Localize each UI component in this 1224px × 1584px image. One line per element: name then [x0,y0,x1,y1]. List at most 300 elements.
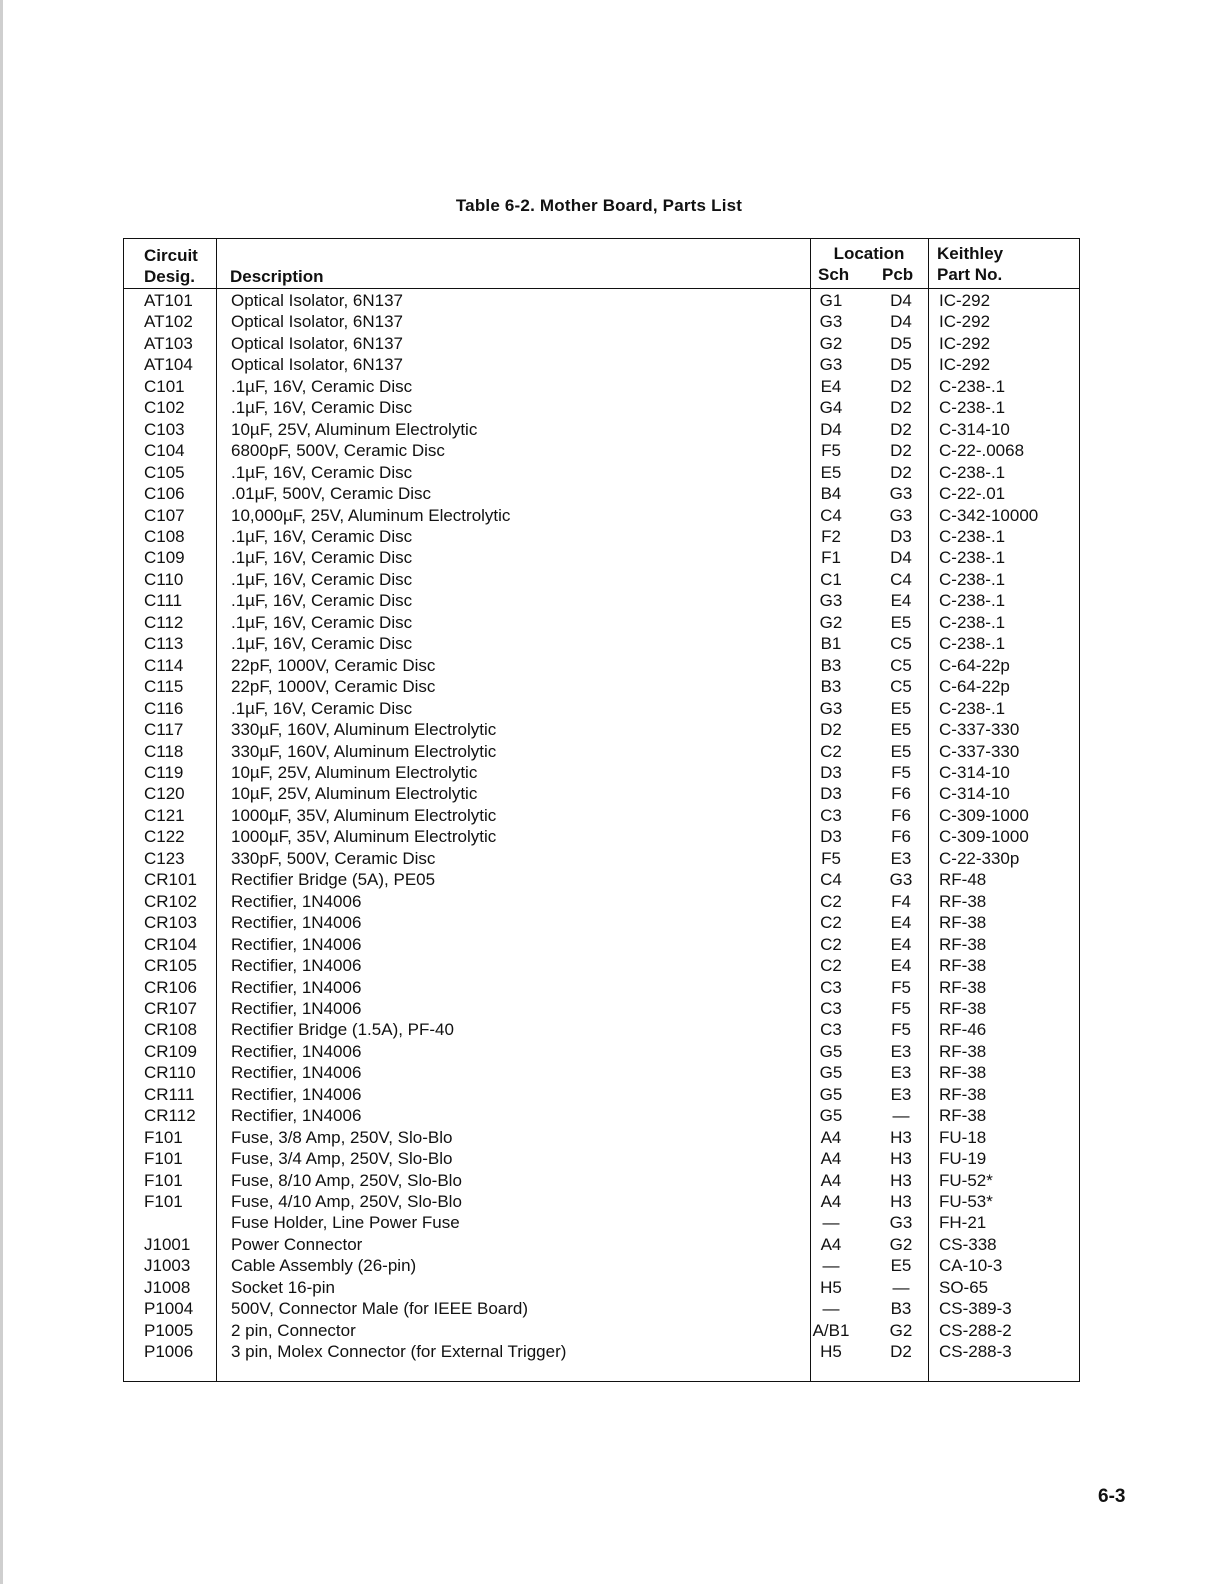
description-cell: Fuse Holder, Line Power Fuse [231,1213,460,1233]
description-cell: 10µF, 25V, Aluminum Electrolytic [231,784,478,804]
pcb-location-cell: D5 [890,355,912,375]
part-number-cell: C-238-.1 [939,462,1006,482]
table-row [124,719,1079,740]
sch-location-cell: E4 [820,376,842,396]
sch-location-cell: F2 [821,526,841,546]
description-cell: Fuse, 3/8 Amp, 250V, Slo-Blo [231,1127,453,1147]
circuit-desig-cell: CR101 [144,870,197,890]
sch-location-cell: B3 [820,655,842,675]
part-number-cell: C-337-330 [939,720,1020,740]
description-cell: Rectifier, 1N4006 [231,1106,362,1126]
part-number-cell: RF-46 [939,1020,987,1040]
part-number-cell: C-238-.1 [939,398,1006,418]
sch-location-cell: — [822,1256,840,1276]
pcb-location-cell: G3 [889,870,913,890]
sch-location-cell: D4 [820,419,842,439]
table-row [124,977,1079,998]
circuit-desig-cell: F101 [144,1192,183,1212]
table-row [124,1277,1079,1298]
circuit-desig-cell: AT101 [144,291,193,310]
pcb-location-cell: D2 [890,398,912,418]
part-number-cell: FU-18 [939,1127,987,1147]
circuit-desig-cell: P1004 [144,1299,194,1319]
pcb-location-cell: E3 [890,848,912,868]
table-row [124,826,1079,847]
part-number-cell: C-22-.0068 [939,441,1025,461]
pcb-location-cell: D2 [890,462,912,482]
table-row [124,354,1079,375]
table-row [124,397,1079,418]
description-cell: Socket 16-pin [231,1277,335,1297]
pcb-location-cell: F5 [891,1020,911,1040]
table-row [124,698,1079,719]
description-cell: Cable Assembly (26-pin) [231,1256,417,1276]
description-cell: Fuse, 4/10 Amp, 250V, Slo-Blo [231,1192,462,1212]
part-number-cell: C-314-10 [939,784,1010,804]
sch-location-cell: B1 [820,634,842,654]
table-body [124,290,1079,1363]
part-number-cell: C-64-22p [939,655,1010,675]
description-cell: 10µF, 25V, Aluminum Electrolytic [231,419,478,439]
description-cell: 2 pin, Connector [231,1320,356,1340]
table-row [124,998,1079,1019]
sch-location-cell: F5 [821,441,841,461]
sch-location-cell: H5 [820,1277,842,1297]
description-cell: 6800pF, 500V, Ceramic Disc [231,441,445,461]
sch-location-cell: G4 [819,398,843,418]
description-cell: Optical Isolator, 6N137 [231,291,403,310]
description-cell: Rectifier, 1N4006 [231,1063,362,1083]
sch-location-cell: — [822,1299,840,1319]
sch-location-cell: C1 [820,569,842,589]
circuit-desig-cell: C119 [144,762,184,782]
sch-location-cell: G5 [819,1041,843,1061]
pcb-location-cell: D2 [890,441,912,461]
circuit-desig-cell: CR111 [144,1084,195,1104]
circuit-desig-cell: CR112 [144,1106,196,1126]
circuit-desig-cell: C121 [144,805,185,825]
circuit-desig-cell: J1001 [144,1234,191,1254]
pcb-location-cell: E5 [890,720,912,740]
sch-location-cell: G5 [819,1063,843,1083]
header-part-no [937,243,1003,285]
description-cell: 1000µF, 35V, Aluminum Electrolytic [231,827,497,847]
description-cell: Fuse, 8/10 Amp, 250V, Slo-Blo [231,1170,462,1190]
circuit-desig-cell: C106 [144,484,185,504]
pcb-location-cell: D4 [890,312,912,332]
pcb-location-cell: D2 [890,1342,912,1362]
pcb-location-cell: C5 [890,655,912,675]
circuit-desig-cell: C122 [144,827,185,847]
pcb-location-cell: H3 [890,1149,912,1169]
part-number-cell: RF-38 [939,998,987,1018]
circuit-desig-cell: AT103 [144,333,193,353]
part-number-cell: C-314-10 [939,762,1010,782]
circuit-desig-cell: C103 [144,419,185,439]
sch-location-cell: C3 [820,977,842,997]
description-cell: Rectifier, 1N4006 [231,891,362,911]
description-cell: 10,000µF, 25V, Aluminum Electrolytic [231,505,511,525]
table-row [124,741,1079,762]
page-number: 6-3 [1098,1486,1126,1507]
pcb-location-cell: E4 [890,956,912,976]
circuit-desig-cell: C120 [144,784,185,804]
sch-location-cell: A4 [820,1192,842,1212]
pcb-location-cell: D4 [890,291,912,310]
pcb-location-cell: E3 [890,1041,912,1061]
description-cell: Rectifier, 1N4006 [231,1041,362,1061]
table-row [124,376,1079,397]
sch-location-cell: B3 [820,677,842,697]
table-row [124,547,1079,568]
parts-list-table [123,238,1080,1382]
part-number-cell: CS-338 [939,1234,997,1254]
sch-location-cell: A4 [820,1127,842,1147]
sch-location-cell: C2 [820,913,842,933]
part-number-cell: C-22-330p [939,848,1020,868]
header-divider [124,288,1079,289]
table-row [124,1212,1079,1233]
pcb-location-cell: F6 [891,827,911,847]
part-number-cell: SO-65 [939,1277,989,1297]
table-row [124,462,1079,483]
pcb-location-cell: — [892,1277,910,1297]
table-row [124,1127,1079,1148]
header-circuit-desig [144,245,198,287]
pcb-location-cell: D3 [890,526,912,546]
pcb-location-cell: C5 [890,634,912,654]
part-number-cell: RF-38 [939,1063,987,1083]
description-cell: Fuse, 3/4 Amp, 250V, Slo-Blo [231,1149,453,1169]
table-row [124,1148,1079,1169]
part-number-cell: RF-48 [939,870,987,890]
circuit-desig-cell: C111 [144,591,183,611]
pcb-location-cell: — [892,1106,910,1126]
pcb-location-cell: E4 [890,913,912,933]
header-desig-line2: Desig. [144,267,196,286]
part-number-cell: IC-292 [939,355,991,375]
table-row [124,483,1079,504]
page-edge [0,0,3,1584]
sch-location-cell: C2 [820,934,842,954]
part-number-cell: CS-288-3 [939,1342,1012,1362]
description-cell: 3 pin, Molex Connector (for External Trigger) [231,1342,567,1362]
pcb-location-cell: F6 [891,784,911,804]
pcb-location-cell: F4 [891,891,911,911]
table-row [124,1298,1079,1319]
circuit-desig-cell: C112 [144,612,184,632]
description-cell: Rectifier, 1N4006 [231,977,362,997]
sch-location-cell: C3 [820,1020,842,1040]
circuit-desig-cell: CR109 [144,1041,197,1061]
header-part-line2: Part No. [937,265,1003,284]
pcb-location-cell: C5 [890,677,912,697]
table-row [124,290,1079,311]
description-cell: Rectifier Bridge (1.5A), PF-40 [231,1020,454,1040]
pcb-location-cell: D4 [890,548,912,568]
header-sch: Sch [818,265,850,284]
part-number-cell: C-22-.01 [939,484,1006,504]
part-number-cell: RF-38 [939,1084,987,1104]
part-number-cell: C-337-330 [939,741,1020,761]
description-cell: Optical Isolator, 6N137 [231,355,403,375]
table-row [124,612,1079,633]
part-number-cell: C-238-.1 [939,698,1006,718]
pcb-location-cell: H3 [890,1192,912,1212]
table-row [124,955,1079,976]
description-cell: 1000µF, 35V, Aluminum Electrolytic [231,805,497,825]
part-number-cell: FU-53* [939,1192,993,1212]
circuit-desig-cell: C114 [144,655,184,675]
description-cell: .01µF, 500V, Ceramic Disc [231,484,432,504]
description-cell: .1µF, 16V, Ceramic Disc [231,376,413,396]
sch-location-cell: G3 [819,591,843,611]
part-number-cell: RF-38 [939,934,987,954]
table-row [124,1105,1079,1126]
part-number-cell: C-238-.1 [939,548,1006,568]
sch-location-cell: E5 [820,462,842,482]
circuit-desig-cell: C118 [144,741,184,761]
description-cell: Optical Isolator, 6N137 [231,333,403,353]
table-row [124,1320,1079,1341]
circuit-desig-cell: P1006 [144,1342,194,1362]
circuit-desig-cell: C105 [144,462,185,482]
circuit-desig-cell: CR104 [144,934,197,954]
table-row [124,1191,1079,1212]
pcb-location-cell: B3 [890,1299,912,1319]
part-number-cell: RF-38 [939,956,987,976]
header-part-line1: Keithley [937,244,1004,263]
pcb-location-cell: E5 [890,741,912,761]
pcb-location-cell: G2 [889,1234,913,1254]
sch-location-cell: C2 [820,956,842,976]
table-row [124,1084,1079,1105]
table-row [124,869,1079,890]
table-row [124,419,1079,440]
table-row [124,1062,1079,1083]
table-row [124,526,1079,547]
circuit-desig-cell: C108 [144,526,185,546]
part-number-cell: C-238-.1 [939,376,1006,396]
table-row [124,590,1079,611]
part-number-cell: FU-52* [939,1170,993,1190]
sch-location-cell: G1 [819,291,843,310]
description-cell: 22pF, 1000V, Ceramic Disc [231,677,436,697]
circuit-desig-cell: C109 [144,548,185,568]
sch-location-cell: G3 [819,355,843,375]
part-number-cell: FH-21 [939,1213,987,1233]
circuit-desig-cell: C117 [144,720,184,740]
circuit-desig-cell: C101 [144,376,185,396]
table-row [124,891,1079,912]
table-row [124,1234,1079,1255]
table-row [124,1019,1079,1040]
header-description: Description [230,267,324,286]
pcb-location-cell: E3 [890,1084,912,1104]
part-number-cell: C-238-.1 [939,612,1006,632]
sch-location-cell: — [822,1213,840,1233]
pcb-location-cell: E3 [890,1063,912,1083]
table-row [124,311,1079,332]
pcb-location-cell: F5 [891,977,911,997]
sch-location-cell: C4 [820,505,842,525]
circuit-desig-cell: C113 [144,634,184,654]
pcb-location-cell: G2 [889,1320,913,1340]
circuit-desig-cell: P1005 [144,1320,194,1340]
sch-location-cell: C4 [820,870,842,890]
part-number-cell: RF-38 [939,891,987,911]
part-number-cell: RF-38 [939,913,987,933]
description-cell: Rectifier, 1N4006 [231,934,362,954]
circuit-desig-cell: CR107 [144,998,197,1018]
description-cell: Rectifier, 1N4006 [231,1084,362,1104]
part-number-cell: CS-389-3 [939,1299,1012,1319]
table-row [124,805,1079,826]
table-row [124,1041,1079,1062]
table-row [124,505,1079,526]
table-row [124,848,1079,869]
table-row [124,762,1079,783]
description-cell: .1µF, 16V, Ceramic Disc [231,634,413,654]
description-cell: .1µF, 16V, Ceramic Disc [231,612,413,632]
sch-location-cell: A4 [820,1170,842,1190]
sch-location-cell: D3 [820,762,842,782]
part-number-cell: C-309-1000 [939,805,1029,825]
pcb-location-cell: E5 [890,1256,912,1276]
circuit-desig-cell: C104 [144,441,185,461]
pcb-location-cell: G3 [889,1213,913,1233]
part-number-cell: RF-38 [939,1106,987,1126]
pcb-location-cell: E5 [890,698,912,718]
sch-location-cell: G2 [819,612,843,632]
pcb-location-cell: G3 [889,484,913,504]
circuit-desig-cell: F101 [144,1149,183,1169]
sch-location-cell: C2 [820,891,842,911]
pcb-location-cell: E4 [890,591,912,611]
pcb-location-cell: C4 [890,569,912,589]
table-title: Table 6-2. Mother Board, Parts List [455,196,743,215]
circuit-desig-cell: AT104 [144,355,193,375]
part-number-cell: RF-38 [939,977,987,997]
circuit-desig-cell: CR102 [144,891,197,911]
table-row [124,934,1079,955]
description-cell: .1µF, 16V, Ceramic Disc [231,526,413,546]
part-number-cell: C-238-.1 [939,526,1006,546]
part-number-cell: C-238-.1 [939,569,1006,589]
circuit-desig-cell: CR103 [144,913,197,933]
description-cell: 500V, Connector Male (for IEEE Board) [231,1299,529,1319]
circuit-desig-cell: C102 [144,398,185,418]
description-cell: 10µF, 25V, Aluminum Electrolytic [231,762,478,782]
table-row [124,655,1079,676]
description-cell: .1µF, 16V, Ceramic Disc [231,548,413,568]
table-row [124,569,1079,590]
description-cell: Rectifier Bridge (5A), PE05 [231,870,436,890]
sch-location-cell: G5 [819,1106,843,1126]
circuit-desig-cell: F101 [144,1170,183,1190]
part-number-cell: IC-292 [939,291,991,310]
sch-location-cell: B4 [820,484,842,504]
circuit-desig-cell: J1003 [144,1256,191,1276]
part-number-cell: RF-38 [939,1041,987,1061]
part-number-cell: C-342-10000 [939,505,1039,525]
part-number-cell: C-309-1000 [939,827,1029,847]
description-cell: 330µF, 160V, Aluminum Electrolytic [231,741,497,761]
sch-location-cell: A4 [820,1234,842,1254]
pcb-location-cell: F5 [891,998,911,1018]
circuit-desig-cell: F101 [144,1127,183,1147]
table-row [124,783,1079,804]
sch-location-cell: A4 [820,1149,842,1169]
header-location: Location [833,244,905,263]
sch-location-cell: G3 [819,312,843,332]
circuit-desig-cell: AT102 [144,312,193,332]
sch-location-cell: C3 [820,805,842,825]
circuit-desig-cell: C123 [144,848,185,868]
circuit-desig-cell: C115 [144,677,184,697]
description-cell: .1µF, 16V, Ceramic Disc [231,462,413,482]
header-desig-line1: Circuit [144,246,198,265]
sch-location-cell: C3 [820,998,842,1018]
pcb-location-cell: F6 [891,805,911,825]
sch-location-cell: G5 [819,1084,843,1104]
part-number-cell: FU-19 [939,1149,987,1169]
sch-location-cell: D3 [820,827,842,847]
part-number-cell: IC-292 [939,333,991,353]
pcb-location-cell: H3 [890,1127,912,1147]
pcb-location-cell: D5 [890,333,912,353]
pcb-location-cell: H3 [890,1170,912,1190]
pcb-location-cell: E4 [890,934,912,954]
circuit-desig-cell: CR105 [144,956,197,976]
part-number-cell: C-314-10 [939,419,1010,439]
pcb-location-cell: F5 [891,762,911,782]
sch-location-cell: C2 [820,741,842,761]
circuit-desig-cell: CR108 [144,1020,197,1040]
part-number-cell: C-238-.1 [939,634,1006,654]
sch-location-cell: G3 [819,698,843,718]
part-number-cell: CS-288-2 [939,1320,1012,1340]
description-cell: Rectifier, 1N4006 [231,956,362,976]
circuit-desig-cell: CR106 [144,977,197,997]
table-row [124,676,1079,697]
part-number-cell: CA-10-3 [939,1256,1003,1276]
description-cell: Rectifier, 1N4006 [231,998,362,1018]
description-cell: Power Connector [231,1234,363,1254]
part-number-cell: C-64-22p [939,677,1010,697]
circuit-desig-cell: C116 [144,698,184,718]
description-cell: Rectifier, 1N4006 [231,913,362,933]
sch-location-cell: D3 [820,784,842,804]
circuit-desig-cell: C107 [144,505,185,525]
pcb-location-cell: G3 [889,505,913,525]
sch-location-cell: F1 [821,548,841,568]
description-cell: Optical Isolator, 6N137 [231,312,403,332]
description-cell: .1µF, 16V, Ceramic Disc [231,591,413,611]
header-pcb: Pcb [882,265,914,284]
table-row [124,333,1079,354]
circuit-desig-cell: CR110 [144,1063,196,1083]
sch-location-cell: F5 [821,848,841,868]
table-row [124,633,1079,654]
description-cell: 330µF, 160V, Aluminum Electrolytic [231,720,497,740]
description-cell: .1µF, 16V, Ceramic Disc [231,698,413,718]
sch-location-cell: G2 [819,333,843,353]
part-number-cell: C-238-.1 [939,591,1006,611]
description-cell: 22pF, 1000V, Ceramic Disc [231,655,436,675]
table-row [124,1341,1079,1362]
pcb-location-cell: D2 [890,376,912,396]
